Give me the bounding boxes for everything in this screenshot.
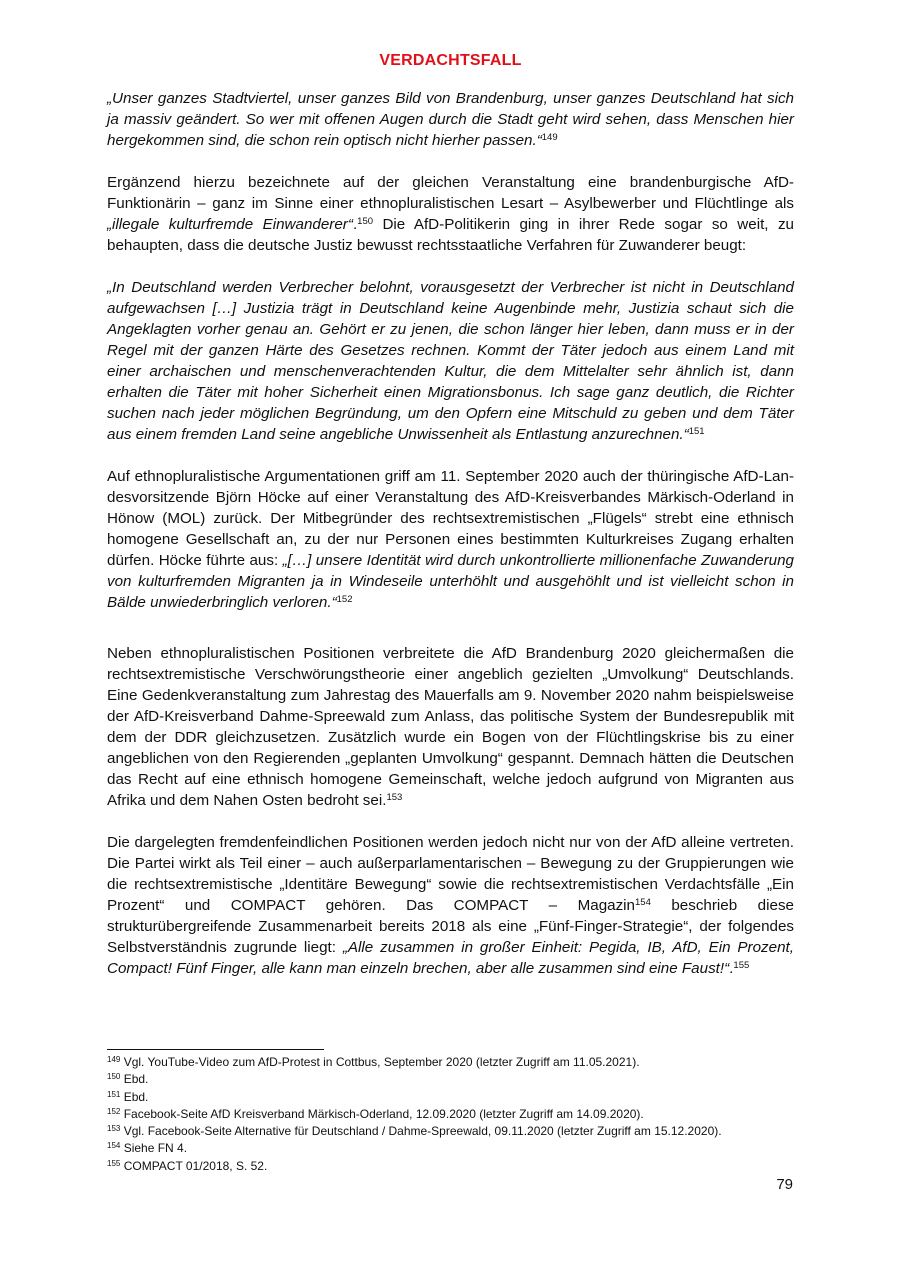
footnote-ref[interactable]: 151 [688, 426, 705, 437]
body-paragraph-3 [107, 643, 794, 811]
footnote-number: 151 [107, 1089, 121, 1099]
footnote-number: 154 [107, 1141, 121, 1151]
footnote-text: Siehe FN 4. [120, 1141, 188, 1156]
footnote [107, 1106, 794, 1123]
footnote [107, 1071, 794, 1088]
footnote-number: 155 [107, 1158, 121, 1168]
footnote-number: 152 [107, 1106, 121, 1116]
footnote-ref[interactable]: 155 [733, 960, 750, 971]
footnote-text: Ebd. [120, 1072, 149, 1087]
footnote-number: 149 [107, 1055, 121, 1064]
body-text: beschrieb diese strukturübergreifende Zusammenarbeit bereits 2018 als eine „Fünf-Finger-Strategie“, der folgendes Selbstverständnis zugrunde liegt: [107, 897, 794, 956]
body-text: Neben ethnopluralistischen Positionen verbreitete die AfD Brandenburg 2020 gleichermaßen die rechtsextremistische Verschwörungstheorie einer angeblich gezielten „Umvolkung“ Deutschlands. Eine Gedenkveranstaltung zum Jahrestag des Mauerfalls am 9. November 2020 nahm beispielsweise der AfD-Kreisverband Dahme-Spreewald zum Anlass, das politische System der Bundesrepublik mit dem der DDR gleichzusetzen. Zusätzlich wurde ein Bogen von der Flüchtlingskrise bis zu einer angeblichen von den Regierenden „geplanten Umvolkung“ gespannt. Demnach hätten die Deutschen das Recht auf eine ethnisch homogene Gemeinschaft, welche jedoch aufgrund von Migranten aus Afrika und dem Nahen Osten bedroht sei. [107, 645, 794, 809]
body-text: Die dargelegten fremdenfeindlichen Positionen werden jedoch nicht nur von der AfD alleine vertreten. Die Partei wirkt als Teil einer – auch außerparlamentarischen – Bewegung zu der Gruppierungen wie die rechtsextremistische „Identitäre Bewegung“ sowie die rechtsextremistischen Verdachtsfälle „Ein Prozent“ und COMPACT gehören. Das COMPACT – Magazin [107, 834, 794, 914]
footnote-number: 150 [107, 1072, 121, 1082]
body-text: . [729, 960, 734, 977]
page-header: VERDACHTSFALL [379, 52, 522, 69]
footnote-text: Vgl. YouTube-Video zum AfD-Protest in Cottbus, September 2020 (letzter Zugriff am 11.05.2021). [120, 1055, 640, 1069]
footnote [107, 1140, 794, 1157]
body-text: . [352, 216, 358, 233]
footnote-number: 153 [107, 1124, 121, 1134]
footnote-text: Ebd. [120, 1089, 149, 1104]
quote-text: „In Deutschland werden Verbrecher belohnt, vorausgesetzt der Verbrecher ist nicht in Deutschland aufgewachsen […] Justizia trägt in Deutschland keine Augenbinde mehr, Justizia schaut sich die Angeklagten vorher genau an. Gehört er zu jenen, die schon länger hier leben, dann muss er in der Regel mit der ganzen Härte des Gesetzes rechnen. Kommt der Täter jedoch aus einem Land mit einer archaischen und menschenverachtenden Kultur, die dem Mittelalter sehr ähnlich ist, dann erhalten die Täter mit hoher Sicherheit einen Migrationsbonus. Ich sage ganz deutlich, die Richter suchen nach jeder möglichen Begründung, um den Opfern eine Mitschuld zu geben und dem Täter aus einem fremden Land seine angebliche Unwissenheit als Entlastung anzurechnen.“ [107, 279, 794, 443]
quote-text: „[…] unsere Identität wird durch unkontrollierte millionenfache Zuwanderung von kulturfremden Migranten ja in Windeseile unterhöhlt und ausgehöhlt und ist vielleicht schon in Bälde unwiederbringlich verloren.“ [107, 552, 794, 611]
footnote-text: COMPACT 01/2018, S. 52. [120, 1158, 268, 1173]
body-paragraph-4 [107, 832, 794, 979]
footnote-ref[interactable]: 154 [635, 897, 651, 908]
footnote-ref[interactable]: 153 [386, 792, 403, 803]
quote-paragraph-2 [107, 277, 794, 445]
footnote [107, 1089, 794, 1106]
page-body [107, 52, 794, 979]
body-text: Ergänzend hierzu bezeichnete auf der gleichen Veranstaltung eine brandenburgische AfD-Funktionärin – ganz im Sinne einer ethnopluralistischen Lesart – Asylbewerber und Flüchtlinge als [107, 174, 794, 212]
footnote-ref[interactable]: 152 [336, 594, 353, 605]
footnote-divider [107, 1049, 324, 1050]
quote-paragraph-1 [107, 88, 794, 151]
quote-text: „Alle zusammen in großer Einheit: Pegida, IB, AfD, Ein Prozent, Compact! Fünf Finger, alle kann man einzeln brechen, aber alle zusammen sind eine Faust!“ [107, 939, 794, 977]
page-number: 79 [776, 1176, 793, 1193]
footnote [107, 1158, 794, 1175]
body-paragraph-1 [107, 172, 794, 256]
footnote-text: Vgl. Facebook-Seite Alternative für Deutschland / Dahme-Spreewald, 09.11.2020 (letzter Zugriff am 15.12.2020). [120, 1124, 722, 1139]
footnote-ref[interactable]: 149 [541, 132, 558, 143]
quote-text: „illegale kulturfremde Einwanderer“ [107, 216, 353, 233]
footnote-ref[interactable]: 150 [357, 216, 374, 227]
body-text: Die AfD-Politikerin ging in ihrer Rede sogar so weit, zu behaupten, dass die deutsche Justiz bewusst rechtsstaatliche Verfahren für Zuwanderer beugt: [107, 216, 794, 254]
footnote-text: Facebook-Seite AfD Kreisverband Märkisch-Oderland, 12.09.2020 (letzter Zugriff am 14.09.2020). [120, 1106, 644, 1121]
footnote [107, 1123, 794, 1140]
footnotes-section [107, 1049, 794, 1175]
footnote [107, 1054, 794, 1071]
body-text: Auf ethnopluralistische Argumentationen griff am 11. September 2020 auch der thüringische AfD-Landesvorsitzende Björn Höcke auf einer Veranstaltung des AfD-Kreisverbandes Märkisch-Oderland in Hönow (MOL) zurück. Der Mitbegründer des rechtsextremistischen „Flügels“ strebt eine ethnisch homogene Gesellschaft an, zu der nur Personen eines bestimmten Kulturkreises Zugang erhalten dürfen. Höcke führte aus: [107, 468, 794, 569]
body-paragraph-2 [107, 466, 794, 613]
quote-text: „Unser ganzes Stadtviertel, unser ganzes Bild von Brandenburg, unser ganzes Deutschland hat sich ja massiv geändert. So wer mit offenen Augen durch die Stadt geht wird sehen, dass Menschen hier hergekommen sind, die schon rein optisch nicht hierher passen.“ [107, 90, 794, 149]
